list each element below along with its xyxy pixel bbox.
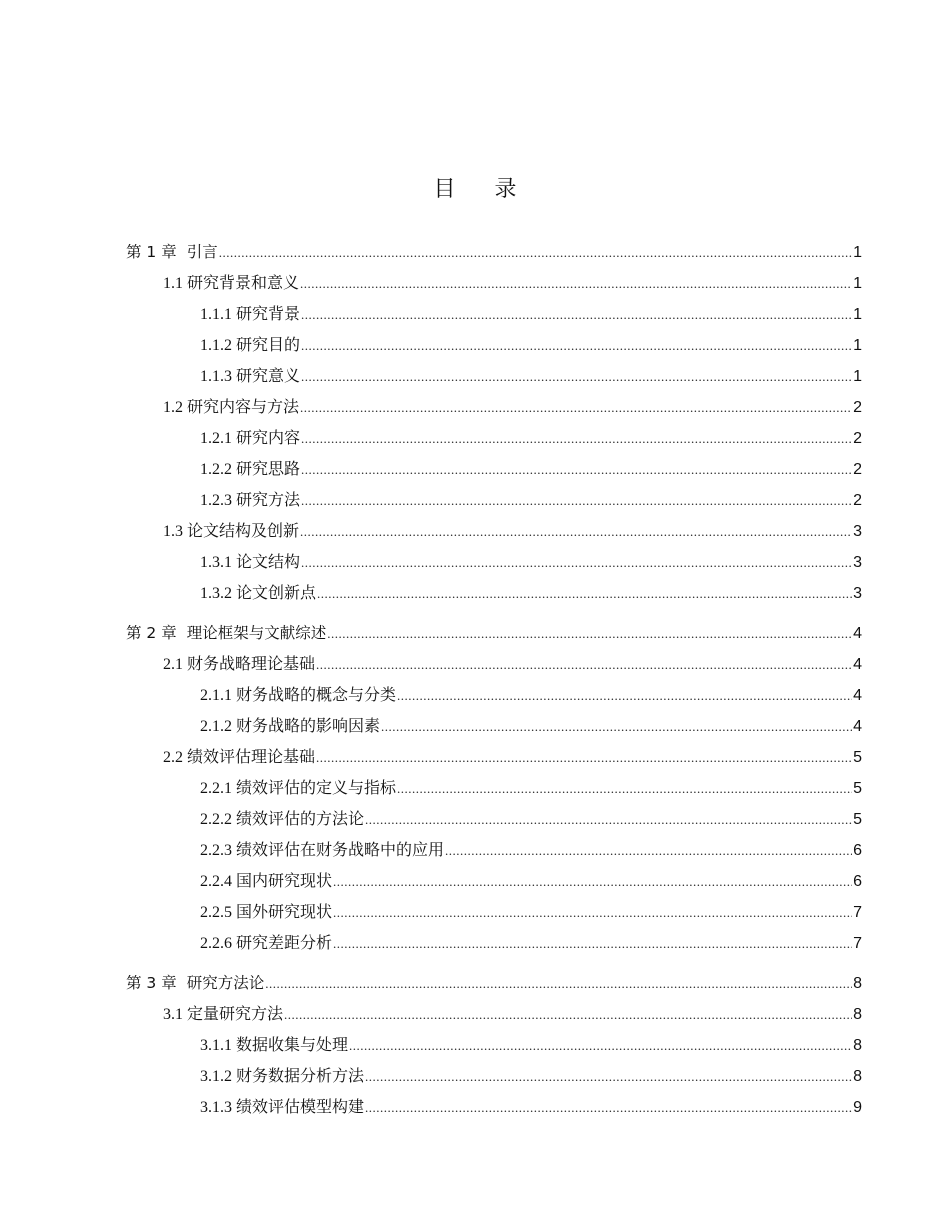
toc-entry-number: 2.2.3 (200, 842, 232, 859)
toc-entry-title: 研究意义 (236, 368, 301, 385)
toc-dot-leader (316, 649, 852, 680)
toc-dot-leader (445, 835, 852, 866)
toc-entry-title: 绩效评估在财务战略中的应用 (236, 842, 445, 859)
toc-entry-number: 1.2.3 (200, 492, 232, 509)
toc-dot-leader (265, 968, 852, 999)
toc-entry-subsection[interactable] (126, 485, 862, 516)
toc-entry-title: 国外研究现状 (236, 904, 333, 921)
toc-page-number: 6 (853, 873, 862, 890)
toc-entry-number: 3.1 (163, 1006, 183, 1023)
toc-entry-subsection[interactable] (126, 773, 862, 804)
toc-entry-number: 2.2 (163, 749, 183, 766)
toc-dot-leader (365, 1061, 852, 1092)
toc-entry-title: 研究背景和意义 (187, 275, 300, 292)
toc-page-number: 8 (853, 975, 862, 992)
toc-dot-leader (301, 330, 852, 361)
toc-entry-subsection[interactable] (126, 1030, 862, 1061)
toc-dot-leader (365, 1092, 852, 1123)
toc-entry-subsection[interactable] (126, 1061, 862, 1092)
toc-entry-title: 财务数据分析方法 (236, 1068, 365, 1085)
toc-dot-leader (349, 1030, 852, 1061)
toc-entry-subsection[interactable] (126, 928, 862, 959)
page-title: 目 录 (433, 177, 533, 202)
toc-page-number: 4 (853, 718, 862, 735)
toc-page-number: 3 (853, 554, 862, 571)
toc-entry-number: 2.1.2 (200, 718, 232, 735)
toc-entry-title: 财务战略的概念与分类 (236, 687, 397, 704)
toc-entry-title: 研究内容与方法 (187, 399, 300, 416)
toc-page-number: 9 (853, 1099, 862, 1116)
toc-entry-title: 定量研究方法 (187, 1006, 284, 1023)
toc-entry-number: 2.2.6 (200, 935, 232, 952)
toc-entry-number: 1.3.2 (200, 585, 232, 602)
toc-entry-section[interactable] (126, 268, 862, 299)
toc-entry-section[interactable] (126, 516, 862, 547)
toc-entry-section[interactable] (126, 392, 862, 423)
toc-entry-title: 论文结构 (236, 554, 301, 571)
toc-entry-subsection[interactable] (126, 361, 862, 392)
toc-entry-subsection[interactable] (126, 454, 862, 485)
toc-page-number: 5 (853, 749, 862, 766)
toc-page-number: 4 (853, 625, 862, 642)
toc-entry-subsection[interactable] (126, 547, 862, 578)
toc-entry-chapter[interactable] (126, 618, 862, 649)
toc-entry-subsection[interactable] (126, 1092, 862, 1123)
toc-entry-title: 国内研究现状 (236, 873, 333, 890)
toc-entry-number: 2.2.4 (200, 873, 232, 890)
toc-dot-leader (316, 742, 852, 773)
toc-dot-leader (301, 485, 852, 516)
toc-entry-number: 2.2.1 (200, 780, 232, 797)
toc-entry-number: 1.1 (163, 275, 183, 292)
toc-entry-subsection[interactable] (126, 299, 862, 330)
toc-entry-title: 数据收集与处理 (236, 1037, 349, 1054)
toc-page-number: 1 (853, 306, 862, 323)
toc-dot-leader (301, 547, 852, 578)
toc-entry-number: 2.2.5 (200, 904, 232, 921)
toc-entry-number: 1.1.1 (200, 306, 232, 323)
toc-dot-leader (397, 773, 852, 804)
toc-entry-subsection[interactable] (126, 330, 862, 361)
toc-entry-subsection[interactable] (126, 804, 862, 835)
toc-entry-subsection[interactable] (126, 680, 862, 711)
toc-entry-number: 1.2.2 (200, 461, 232, 478)
toc-page-number: 8 (853, 1006, 862, 1023)
toc-entry-subsection[interactable] (126, 835, 862, 866)
toc-entry-title: 研究内容 (236, 430, 301, 447)
toc-page-number: 7 (853, 904, 862, 921)
toc-entry-title: 绩效评估理论基础 (187, 749, 316, 766)
toc-dot-leader (333, 897, 852, 928)
toc-entry-subsection[interactable] (126, 578, 862, 609)
toc-entry-number: 1.2 (163, 399, 183, 416)
toc-entry-title: 论文结构及创新 (187, 523, 300, 540)
toc-dot-leader (301, 361, 852, 392)
toc-entry-title: 财务战略的影响因素 (236, 718, 381, 735)
toc-entry-title: 研究方法论 (186, 974, 265, 992)
toc-dot-leader (301, 454, 852, 485)
toc-entry-number: 2.1 (163, 656, 183, 673)
toc-dot-leader (301, 423, 852, 454)
toc-page-number: 3 (853, 585, 862, 602)
toc-entry-number: 第 1 章 (126, 243, 177, 261)
toc-entry-subsection[interactable] (126, 866, 862, 897)
toc-entry-chapter[interactable] (126, 237, 862, 268)
toc-page-number: 2 (853, 399, 862, 416)
toc-entry-number: 1.1.2 (200, 337, 232, 354)
toc-entry-number: 1.3 (163, 523, 183, 540)
toc-dot-leader (301, 299, 852, 330)
toc-page-number: 1 (853, 337, 862, 354)
toc-page-number: 2 (853, 492, 862, 509)
toc-page-number: 4 (853, 656, 862, 673)
toc-page-number: 1 (853, 368, 862, 385)
toc-entry-number: 1.2.1 (200, 430, 232, 447)
toc-dot-leader (300, 516, 852, 547)
toc-page-number: 5 (853, 811, 862, 828)
toc-dot-leader (327, 618, 852, 649)
toc-entry-number: 3.1.2 (200, 1068, 232, 1085)
toc-entry-title: 绩效评估的定义与指标 (236, 780, 397, 797)
toc-dot-leader (284, 999, 852, 1030)
toc-entry-title: 研究背景 (236, 306, 301, 323)
toc-entry-title: 研究方法 (236, 492, 301, 509)
toc-page-number: 4 (853, 687, 862, 704)
toc-page-number: 7 (853, 935, 862, 952)
toc-entry-title: 研究思路 (236, 461, 301, 478)
toc-page-number: 5 (853, 780, 862, 797)
toc-page-number: 2 (853, 430, 862, 447)
toc-entry-number: 1.3.1 (200, 554, 232, 571)
toc-dot-leader (365, 804, 852, 835)
toc-entry-title: 引言 (186, 243, 218, 261)
toc-page-number: 1 (853, 275, 862, 292)
toc-entry-number: 1.1.3 (200, 368, 232, 385)
toc-entry-title: 财务战略理论基础 (187, 656, 316, 673)
toc-dot-leader (300, 268, 852, 299)
toc-entry-number: 2.1.1 (200, 687, 232, 704)
toc-dot-leader (333, 866, 852, 897)
toc-entry-subsection[interactable] (126, 711, 862, 742)
toc-entry-title: 研究差距分析 (236, 935, 333, 952)
toc-entry-title: 绩效评估的方法论 (236, 811, 365, 828)
toc-entry-number: 3.1.3 (200, 1099, 232, 1116)
toc-entry-title: 理论框架与文献综述 (186, 624, 327, 642)
toc-dot-leader (219, 237, 852, 268)
toc-page-number: 1 (853, 244, 862, 261)
toc-entry-subsection[interactable] (126, 897, 862, 928)
toc-entry-number: 第 2 章 (126, 624, 177, 642)
toc-page-number: 2 (853, 461, 862, 478)
toc-dot-leader (397, 680, 852, 711)
toc-entry-title: 研究目的 (236, 337, 301, 354)
toc-entry-chapter[interactable] (126, 968, 862, 999)
toc-entry-number: 3.1.1 (200, 1037, 232, 1054)
toc-page-number: 3 (853, 523, 862, 540)
toc-dot-leader (317, 578, 852, 609)
toc-entry-section[interactable] (126, 649, 862, 680)
toc-entry-section[interactable] (126, 999, 862, 1030)
toc-dot-leader (300, 392, 852, 423)
toc-entry-section[interactable] (126, 742, 862, 773)
toc-page-number: 8 (853, 1037, 862, 1054)
toc-page-number: 8 (853, 1068, 862, 1085)
toc-page-number: 6 (853, 842, 862, 859)
toc-entry-number: 第 3 章 (126, 974, 177, 992)
toc-dot-leader (381, 711, 852, 742)
table-of-contents (126, 237, 862, 1123)
toc-entry-subsection[interactable] (126, 423, 862, 454)
toc-entry-number: 2.2.2 (200, 811, 232, 828)
toc-entry-title: 论文创新点 (236, 585, 317, 602)
toc-dot-leader (333, 928, 852, 959)
toc-entry-title: 绩效评估模型构建 (236, 1099, 365, 1116)
